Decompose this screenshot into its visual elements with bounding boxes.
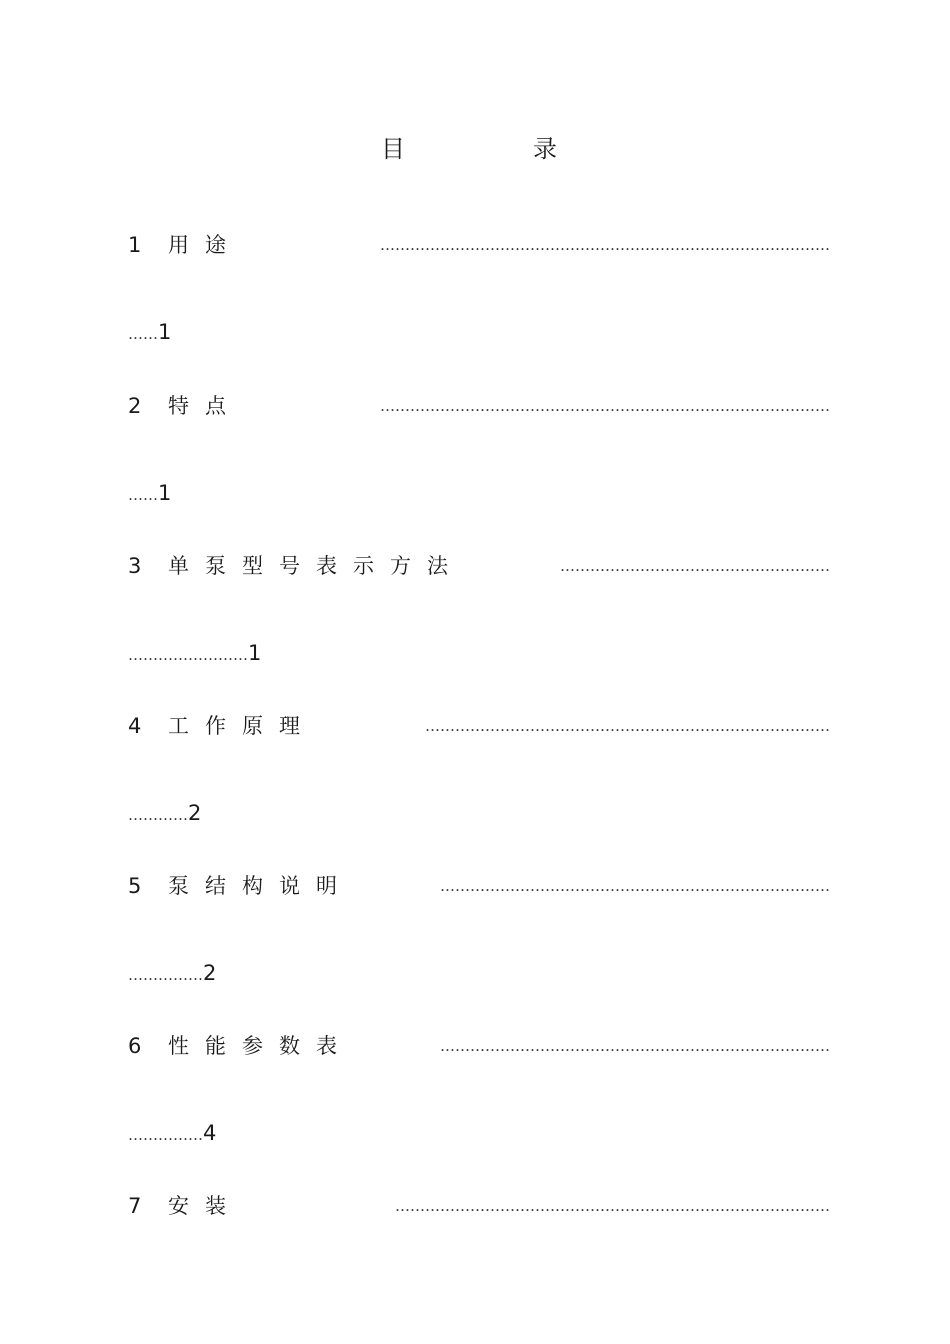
toc-entry-number: 5 (128, 874, 142, 898)
toc-page-number: 1 (248, 641, 262, 665)
toc-leader-dots: …………… (128, 966, 203, 984)
toc-entry-continuation (128, 637, 261, 669)
toc-leader-dots: …………………… (128, 646, 248, 664)
toc-leader-dots: …………………………………………………………………… (440, 877, 830, 895)
toc-leader-dots: …… (128, 486, 158, 504)
toc-entry-number: 6 (128, 1034, 142, 1058)
toc-entry-label: 特点 (168, 394, 242, 418)
toc-leader-dots: ……………………………………………………………………………… (380, 397, 830, 415)
toc-entry-continuation (128, 477, 171, 509)
toc-page-number: 1 (158, 320, 172, 344)
toc-page-number: 2 (188, 801, 202, 825)
toc-entry-number: 1 (128, 233, 142, 257)
toc-entry (128, 229, 830, 261)
toc-entry-number: 3 (128, 554, 142, 578)
toc-leader-dots: …… (128, 325, 158, 343)
toc-page-number: 4 (203, 1121, 217, 1145)
toc-title: 目 录 (381, 135, 609, 163)
toc-entry (128, 710, 830, 742)
toc-entry (128, 390, 830, 422)
toc-entry-continuation (128, 957, 216, 989)
toc-entry-continuation (128, 797, 201, 829)
toc-entry (128, 870, 830, 902)
toc-leader-dots: ………… (128, 806, 188, 824)
toc-leader-dots: ……………………………………………………………………… (425, 717, 830, 735)
toc-entry-label: 工作原理 (168, 714, 316, 738)
toc-leader-dots: ……………………………………………………………………………… (380, 236, 830, 254)
toc-entry-number: 7 (128, 1194, 142, 1218)
toc-entry-continuation (128, 316, 171, 348)
toc-entry (128, 1030, 830, 1062)
toc-leader-dots: ……………………………………………… (560, 557, 830, 575)
toc-entry-number: 4 (128, 714, 142, 738)
toc-entry-label: 泵结构说明 (168, 874, 353, 898)
toc-entry-label: 单泵型号表示方法 (168, 554, 464, 578)
toc-entry-continuation (128, 1117, 216, 1149)
toc-entry (128, 1190, 830, 1222)
toc-entry-number: 2 (128, 394, 142, 418)
toc-leader-dots: …………… (128, 1126, 203, 1144)
toc-entry-label: 安装 (168, 1194, 242, 1218)
toc-entry (128, 550, 830, 582)
toc-entry-label: 用途 (168, 233, 242, 257)
toc-leader-dots: …………………………………………………………………… (440, 1037, 830, 1055)
toc-entry-label: 性能参数表 (168, 1034, 353, 1058)
toc-page-number: 2 (203, 961, 217, 985)
toc-leader-dots: …………………………………………………………………………… (395, 1197, 830, 1215)
toc-page-number: 1 (158, 481, 172, 505)
